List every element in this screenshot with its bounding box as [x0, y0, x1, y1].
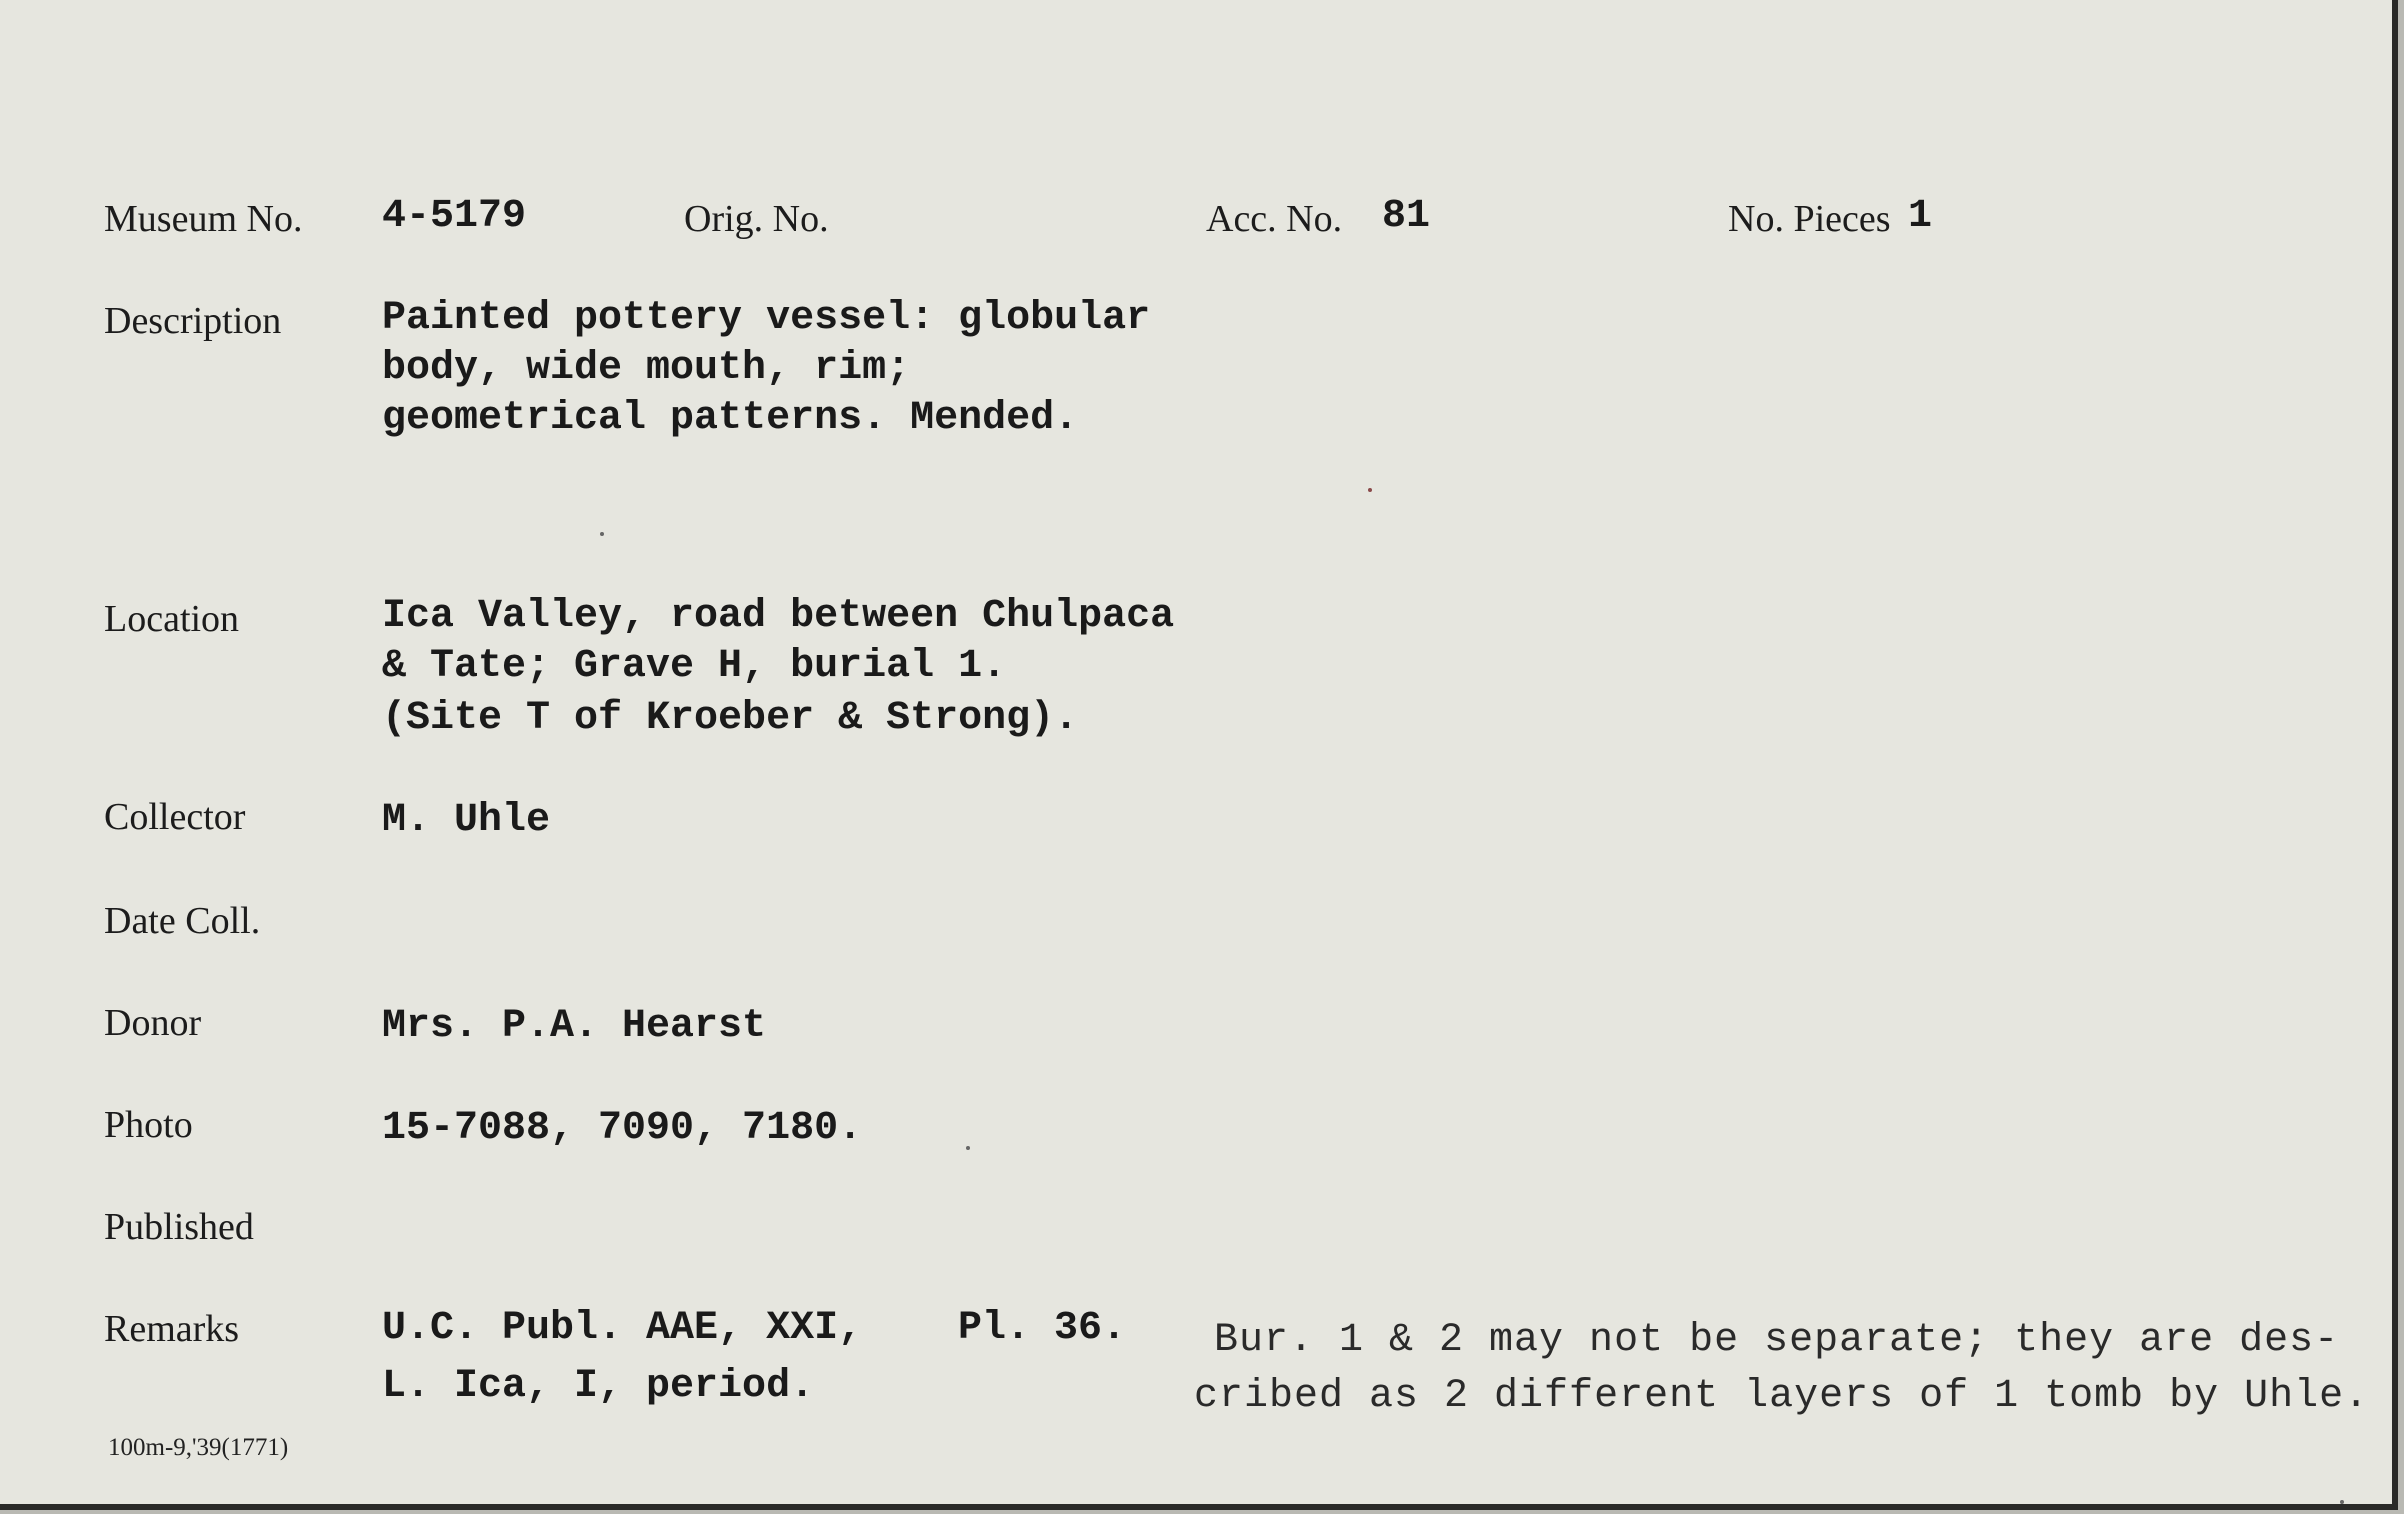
remarks-note-line-2: cribed as 2 different layers of 1 tomb by Uhle.	[1194, 1374, 2370, 1419]
no-pieces-value: 1	[1908, 194, 1933, 239]
museum-no-value: 4-5179	[382, 194, 527, 239]
photo-value: 15-7088, 7090, 7180.	[382, 1106, 863, 1151]
remarks-note-line-1: Bur. 1 & 2 may not be separate; they are des-	[1214, 1318, 2340, 1363]
orig-no-label: Orig. No.	[684, 198, 829, 240]
acc-no-label: Acc. No.	[1206, 198, 1343, 240]
remarks-label: Remarks	[104, 1308, 240, 1350]
remarks-publication-line-2: L. Ica, I, period.	[382, 1364, 815, 1409]
description-label: Description	[104, 300, 282, 342]
collector-value: M. Uhle	[382, 798, 551, 843]
card-speck	[1368, 488, 1372, 492]
remarks-publication-line-1: U.C. Publ. AAE, XXI,	[382, 1306, 863, 1351]
form-print-code: 100m-9,'39(1771)	[108, 1434, 289, 1461]
description-line-2: body, wide mouth, rim;	[382, 346, 911, 391]
collector-label: Collector	[104, 796, 246, 838]
card-speck	[600, 532, 604, 536]
location-line-3: (Site T of Kroeber & Strong).	[382, 696, 1079, 741]
photo-label: Photo	[104, 1104, 193, 1146]
card-speck	[966, 1146, 970, 1150]
description-line-3: geometrical patterns. Mended.	[382, 396, 1079, 441]
museum-no-label: Museum No.	[104, 198, 303, 240]
date-coll-label: Date Coll.	[104, 900, 261, 942]
donor-label: Donor	[104, 1002, 202, 1044]
location-line-2: & Tate; Grave H, burial 1.	[382, 644, 1007, 689]
published-label: Published	[104, 1206, 254, 1248]
description-line-1: Painted pottery vessel: globular	[382, 296, 1151, 341]
no-pieces-label: No. Pieces	[1728, 198, 1891, 240]
card-speck	[2340, 1500, 2344, 1504]
location-line-1: Ica Valley, road between Chulpaca	[382, 594, 1175, 639]
acc-no-value: 81	[1382, 194, 1431, 239]
remarks-plate: Pl. 36.	[958, 1306, 1127, 1351]
location-label: Location	[104, 598, 240, 640]
donor-value: Mrs. P.A. Hearst	[382, 1004, 767, 1049]
